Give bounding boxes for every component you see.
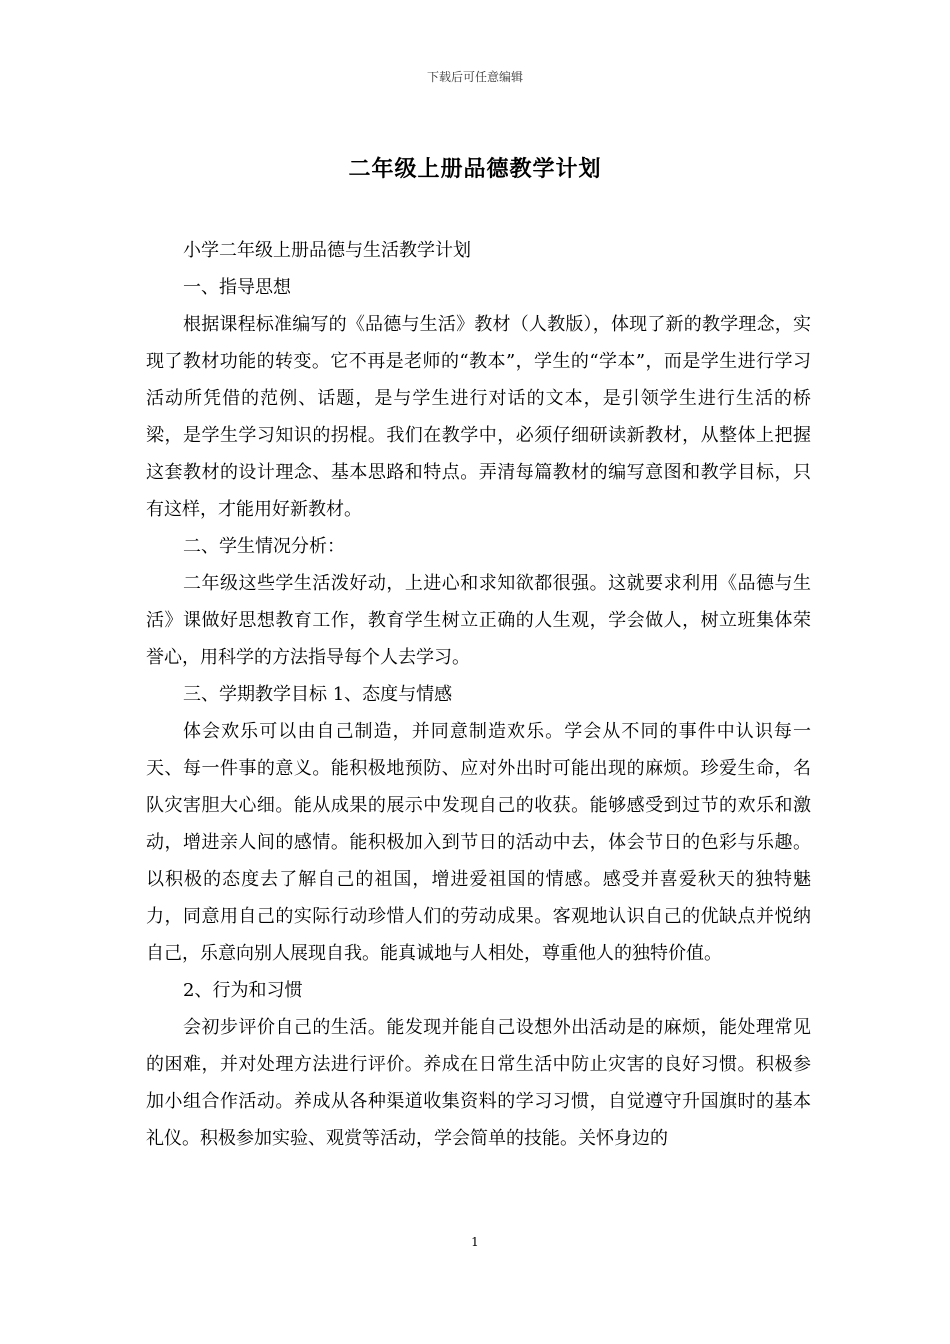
paragraph-student-analysis: 二年级这些学生活泼好动，上进心和求知欲都很强。这就要求利用《品德与生活》课做好思想教育工作，教育学生树立正确的人生观，学会做人，树立班集体荣誉心，用科学的方法指导每个人去学习。 bbox=[146, 573, 811, 668]
page-number: 1 bbox=[471, 1235, 479, 1249]
paragraph-subtitle: 小学二年级上册品德与生活教学计划 bbox=[183, 240, 471, 261]
heading-behavior-habits: 2、行为和习惯 bbox=[183, 980, 303, 1001]
paragraph-guiding-thought: 根据课程标准编写的《品德与生活》教材（人教版），体现了新的教学理念，实现了教材功能的转变。它不再是老师的“教本”，学生的“学本”，而是学生进行学习活动所凭借的范例、话题，是与学生进行对话的文本，是引领学生进行生活的桥梁，是学生学习知识的拐棍。我们在教学中，必须仔细研读新教材，从整体上把握这套教材的设计理念、基本思路和特点。弄清每篇教材的编写意图和教学目标，只有这样，才能用好新教材。 bbox=[146, 314, 811, 520]
document-body bbox=[146, 232, 811, 1157]
heading-semester-goals: 三、学期教学目标 1、态度与情感 bbox=[183, 684, 453, 705]
header-note: 下载后可任意编辑 bbox=[426, 70, 523, 84]
heading-guiding-thought: 一、指导思想 bbox=[183, 277, 291, 298]
document-title: 二年级上册品德教学计划 bbox=[348, 156, 602, 182]
heading-student-analysis: 二、学生情况分析： bbox=[183, 536, 345, 557]
paragraph-attitude-emotion: 体会欢乐可以由自己制造，并同意制造欢乐。学会从不同的事件中认识每一天、每一件事的意义。能积极地预防、应对外出时可能出现的麻烦。珍爱生命，名队灾害胆大心细。能从成果的展示中发现自己的收获。能够感受到过节的欢乐和激动，增进亲人间的感情。能积极加入到节日的活动中去，体会节日的色彩与乐趣。以积极的态度去了解自己的祖国，增进爱祖国的情感。感受并喜爱秋天的独特魅力，同意用自己的实际行动珍惜人们的劳动成果。客观地认识自己的优缺点并悦纳自己，乐意向别人展现自我。能真诚地与人相处，尊重他人的独特价值。 bbox=[146, 721, 811, 964]
paragraph-behavior-habits: 会初步评价自己的生活。能发现并能自己设想外出活动是的麻烦，能处理常见的困难，并对处理方法进行评价。养成在日常生活中防止灾害的良好习惯。积极参加小组合作活动。养成从各种渠道收集资料的学习习惯，自觉遵守升国旗时的基本礼仪。积极参加实验、观赏等活动，学会简单的技能。关怀身边的 bbox=[146, 1017, 811, 1149]
